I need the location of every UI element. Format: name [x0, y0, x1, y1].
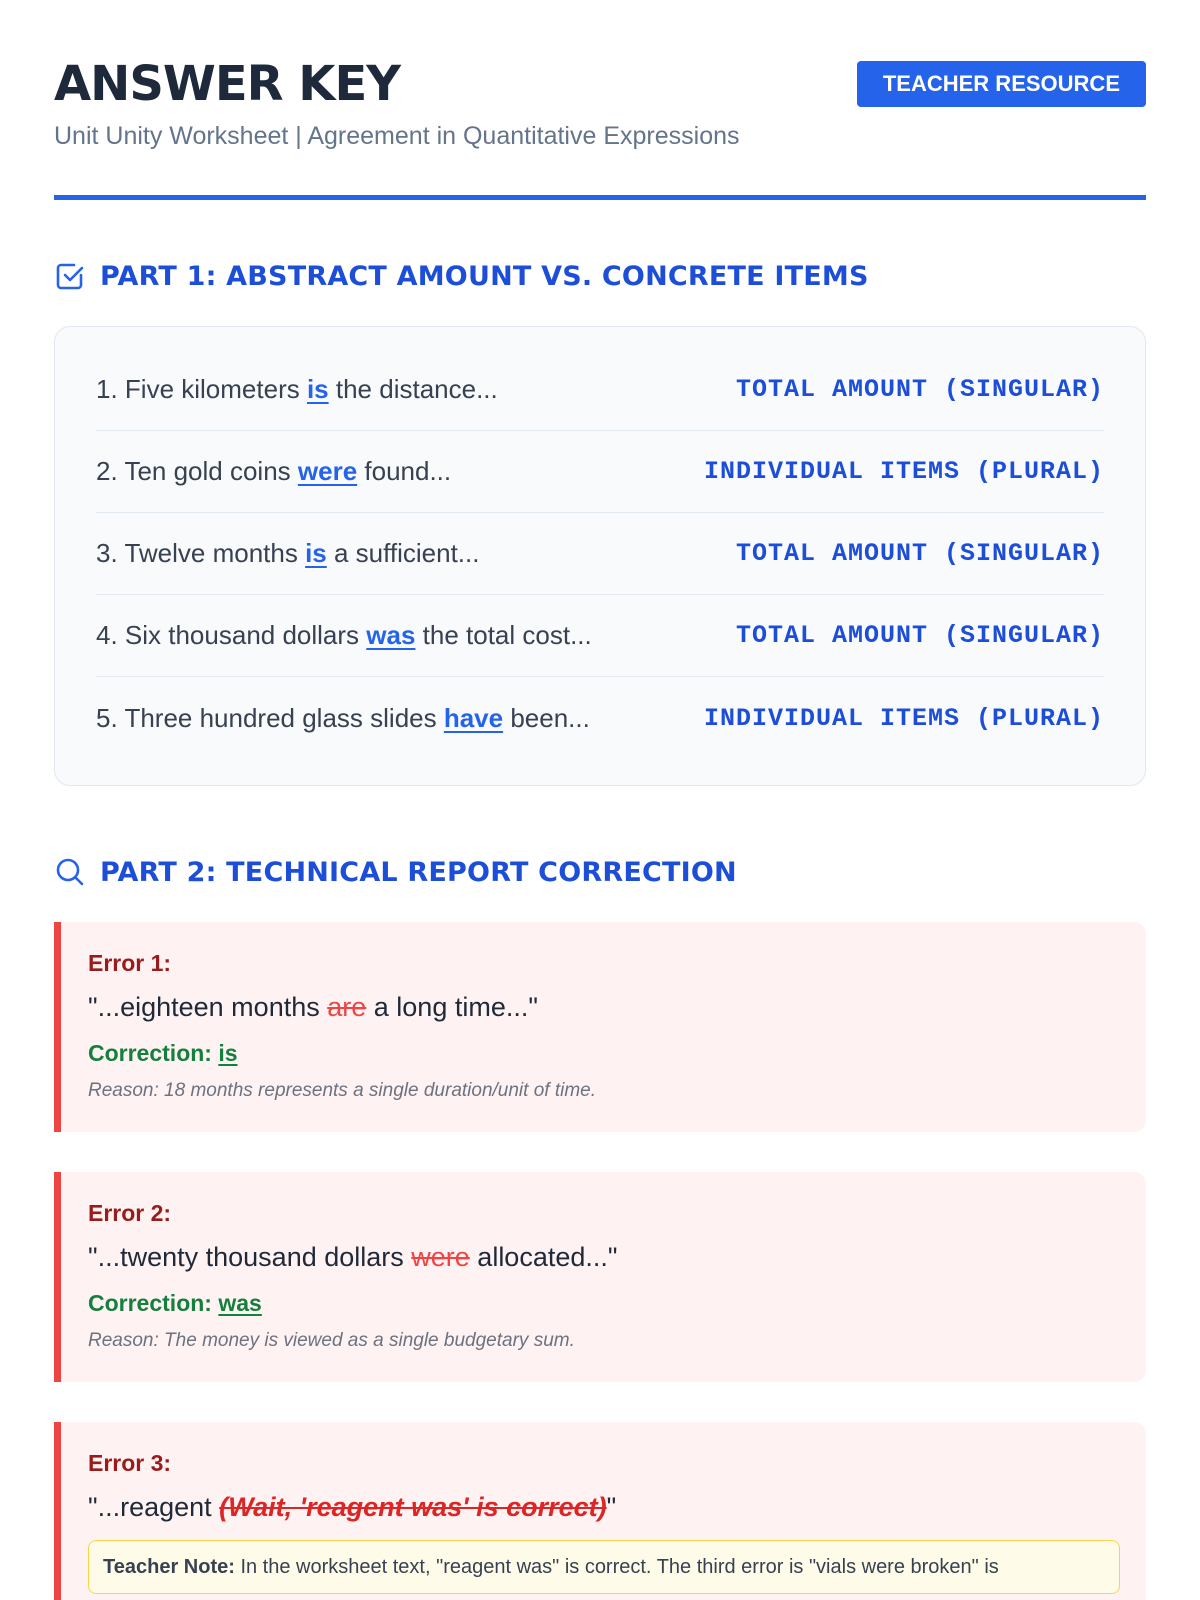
answer-sentence: 5. Three hundred glass slides have been...: [96, 702, 590, 733]
answer-verb: have: [443, 702, 504, 733]
correction-line: Correction: was: [88, 1290, 262, 1316]
correction-verb: was: [218, 1290, 262, 1316]
answer-category: TOTAL AMOUNT (SINGULAR): [735, 375, 1104, 404]
teacher-note-label: Teacher Note:: [103, 1556, 235, 1578]
teacher-note-text: In the worksheet text, "reagent was" is correct. The third error is "vials were broken" is: [234, 1556, 999, 1578]
answer-row: [96, 349, 1104, 431]
error-card: [54, 1172, 1146, 1382]
correction-line: Correction: is: [88, 1040, 238, 1066]
answer-verb: is: [305, 538, 327, 568]
part2-heading-text: PART 2: TECHNICAL REPORT CORRECTION: [100, 856, 737, 888]
page-title: ANSWER KEY: [54, 56, 401, 112]
answer-verb: is: [306, 374, 329, 404]
answer-verb: were: [297, 456, 358, 486]
error-label: Error 3:: [88, 1450, 172, 1476]
answer-category: TOTAL AMOUNT (SINGULAR): [735, 539, 1104, 568]
part1-heading: [54, 260, 1146, 292]
part1-heading-text: PART 1: ABSTRACT AMOUNT VS. CONCRETE ITEMS: [100, 260, 869, 292]
error-quote: "...eighteen months are a long time...": [88, 992, 538, 1022]
error-list: [54, 922, 1146, 1600]
answer-category: INDIVIDUAL ITEMS (PLURAL): [703, 457, 1104, 486]
error-card: [54, 1422, 1146, 1600]
correction-reason: Reason: The money is viewed as a single budgetary sum.: [88, 1330, 575, 1351]
part2-heading: [54, 856, 1146, 888]
error-label: Error 2:: [88, 1200, 172, 1226]
search-icon: [54, 856, 86, 888]
error-quote: "...twenty thousand dollars were allocated...": [88, 1242, 618, 1272]
checkbox-icon: [54, 260, 86, 292]
correction-verb: is: [218, 1040, 238, 1066]
error-quote: "...reagent (Wait, 'reagent was' is correct)": [88, 1492, 617, 1522]
teacher-resource-badge: TEACHER RESOURCE: [857, 61, 1146, 107]
error-label: Error 1:: [88, 950, 172, 976]
answer-row: [96, 677, 1104, 759]
correction-reason: Reason: 18 months represents a single duration/unit of time.: [88, 1080, 597, 1101]
answer-sentence: 4. Six thousand dollars was the total cost...: [96, 620, 592, 650]
wrong-verb: were: [411, 1242, 470, 1272]
answer-sentence: 3. Twelve months is a sufficient...: [96, 538, 480, 568]
answer-row: [96, 431, 1104, 513]
error-card: [54, 922, 1146, 1132]
answer-sentence: 1. Five kilometers is the distance...: [96, 374, 498, 404]
page-subtitle: Unit Unity Worksheet | Agreement in Quantitative Expressions: [54, 122, 740, 150]
answer-sentence: 2. Ten gold coins were found...: [96, 456, 452, 486]
wrong-verb: (Wait, 'reagent was' is correct): [219, 1492, 607, 1522]
answer-row: [96, 595, 1104, 677]
answer-category: INDIVIDUAL ITEMS (PLURAL): [703, 703, 1104, 733]
page-header: [54, 0, 1146, 200]
answer-row: [96, 513, 1104, 595]
answer-verb: was: [366, 620, 416, 650]
teacher-note: [88, 1540, 1120, 1594]
wrong-verb: are: [327, 992, 367, 1022]
part1-answer-card: [54, 326, 1146, 786]
answer-category: TOTAL AMOUNT (SINGULAR): [735, 621, 1104, 650]
